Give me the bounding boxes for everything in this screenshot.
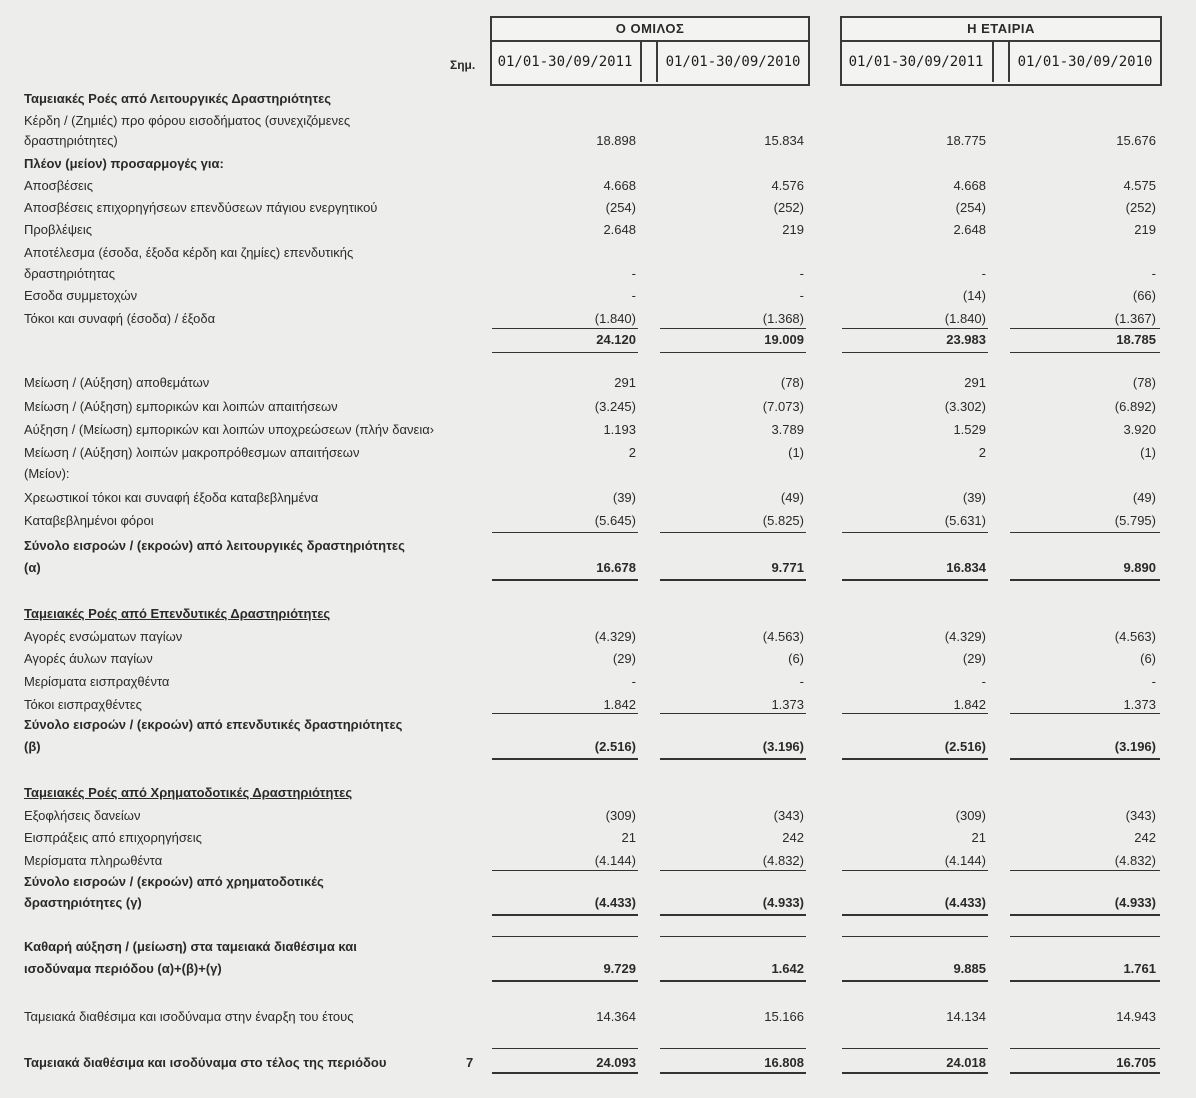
row-value: 2 xyxy=(978,445,986,460)
row-value: 1.373 xyxy=(771,697,804,712)
statement-row xyxy=(0,175,1196,197)
statement-row xyxy=(0,130,1196,152)
row-label: Μείωση / (Αύξηση) αποθεμάτων xyxy=(24,375,210,390)
row-value: 23.983 xyxy=(946,332,986,347)
row-value: (309) xyxy=(605,808,636,823)
statement-row xyxy=(0,329,1196,351)
row-value: 219 xyxy=(1134,222,1156,237)
row-value: 15.676 xyxy=(1116,133,1156,148)
row-value: 15.166 xyxy=(764,1009,804,1024)
row-value: 4.668 xyxy=(953,178,986,193)
row-value: 242 xyxy=(782,830,804,845)
row-value: 2.648 xyxy=(603,222,636,237)
row-value: 2.648 xyxy=(953,222,986,237)
statement-row xyxy=(0,603,1196,625)
row-label: Ταμειακές Ροές από Χρηματοδοτικές Δραστηριότητες xyxy=(24,785,353,800)
row-label: Εσοδα συμμετοχών xyxy=(24,288,138,303)
statement-row xyxy=(0,110,1196,132)
row-label: Τόκοι και συναφή (έσοδα) / έξοδα xyxy=(24,311,216,326)
row-value: 4.575 xyxy=(1123,178,1156,193)
row-value: - xyxy=(799,288,804,303)
total-rule xyxy=(492,713,638,714)
row-value: (5.795) xyxy=(1114,513,1156,528)
row-value: (4.563) xyxy=(1114,629,1156,644)
row-value: (3.196) xyxy=(762,739,804,754)
total-rule xyxy=(492,532,638,533)
row-value: - xyxy=(631,266,636,281)
row-label: Μερίσματα εισπραχθέντα xyxy=(24,674,170,689)
total-rule xyxy=(842,1072,988,1074)
row-label: Αποσβέσεις xyxy=(24,178,93,193)
total-rule xyxy=(492,914,638,916)
statement-row xyxy=(0,242,1196,264)
row-label: Κέρδη / (Ζημιές) προ φόρου εισοδήματος (συνεχιζόμενες xyxy=(24,113,351,128)
row-value: 1.193 xyxy=(603,422,636,437)
row-value: 14.364 xyxy=(596,1009,636,1024)
row-label: Καθαρή αύξηση / (μείωση) στα ταμειακά διαθέσιμα και xyxy=(24,939,357,954)
row-value: 242 xyxy=(1134,830,1156,845)
row-value: 1.842 xyxy=(953,697,986,712)
row-value: 291 xyxy=(614,375,636,390)
row-label: Εισπράξεις από επιχορηγήσεις xyxy=(24,830,202,845)
statement-row xyxy=(0,827,1196,849)
statement-row xyxy=(0,510,1196,532)
total-rule xyxy=(842,532,988,533)
total-rule xyxy=(492,328,638,329)
row-value: 9.885 xyxy=(953,961,986,976)
total-rule xyxy=(492,980,638,982)
row-label: Μείωση / (Αύξηση) λοιπών μακροπρόθεσμων απαιτήσεων xyxy=(24,445,360,460)
row-label: Ταμειακές Ροές από Λειτουργικές Δραστηριότητες xyxy=(24,91,332,106)
statement-row xyxy=(0,626,1196,648)
statement-row xyxy=(0,463,1196,485)
statement-row xyxy=(0,805,1196,827)
row-value: 24.120 xyxy=(596,332,636,347)
row-value: 16.808 xyxy=(764,1055,804,1070)
row-value: 21 xyxy=(621,830,636,845)
statement-row xyxy=(0,372,1196,394)
row-value: (78) xyxy=(1132,375,1156,390)
row-value: (4.433) xyxy=(944,895,986,910)
statement-row xyxy=(0,871,1196,893)
total-rule xyxy=(842,1048,988,1049)
row-value: (252) xyxy=(773,200,804,215)
row-value: 4.576 xyxy=(771,178,804,193)
total-rule xyxy=(1010,328,1160,329)
statement-row xyxy=(0,88,1196,110)
row-value: (343) xyxy=(773,808,804,823)
total-rule xyxy=(1010,1048,1160,1049)
row-value: - xyxy=(631,288,636,303)
row-value: 219 xyxy=(782,222,804,237)
total-rule xyxy=(1010,352,1160,353)
statement-row xyxy=(0,557,1196,579)
total-rule xyxy=(492,1048,638,1049)
total-rule xyxy=(842,936,988,937)
row-value: 14.134 xyxy=(946,1009,986,1024)
row-value: (7.073) xyxy=(762,399,804,414)
row-value: 4.668 xyxy=(603,178,636,193)
row-value: (14) xyxy=(962,288,986,303)
row-value: - xyxy=(631,674,636,689)
row-value: 1.529 xyxy=(953,422,986,437)
row-value: 16.678 xyxy=(596,560,636,575)
total-rule xyxy=(842,328,988,329)
statement-row xyxy=(0,714,1196,736)
row-label: Αγορές ενσώματων παγίων xyxy=(24,629,183,644)
total-rule xyxy=(660,1048,806,1049)
total-rule xyxy=(842,980,988,982)
statement-row xyxy=(0,308,1196,330)
row-value: (39) xyxy=(612,490,636,505)
total-rule xyxy=(492,870,638,871)
row-value: - xyxy=(1151,266,1156,281)
row-value: (1.368) xyxy=(762,311,804,326)
row-value: 9.729 xyxy=(603,961,636,976)
statement-row xyxy=(0,958,1196,980)
group-header-title: Ο ΟΜΙΛΟΣ xyxy=(492,18,808,42)
column-separator xyxy=(992,42,994,82)
statement-row xyxy=(0,1052,1196,1074)
row-value: (309) xyxy=(955,808,986,823)
total-rule xyxy=(1010,914,1160,916)
group-period-2010: 01/01-30/09/2010 xyxy=(665,54,801,70)
statement-row xyxy=(0,442,1196,464)
row-value: (6) xyxy=(1140,651,1156,666)
row-label: Χρεωστικοί τόκοι και συναφή έξοδα καταβεβλημένα xyxy=(24,490,319,505)
statement-row xyxy=(0,219,1196,241)
row-label: Σύνολο εισροών / (εκροών) από λειτουργικές δραστηριότητες xyxy=(24,538,405,553)
row-value: (2.516) xyxy=(944,739,986,754)
row-label: Ταμειακά διαθέσιμα και ισοδύναμα στο τέλος της περιόδου xyxy=(24,1055,387,1070)
row-value: (3.302) xyxy=(944,399,986,414)
row-value: - xyxy=(981,674,986,689)
row-label: ισοδύναμα περιόδου (α)+(β)+(γ) xyxy=(24,961,222,976)
row-label: Ταμειακές Ροές από Επενδυτικές Δραστηριότητες xyxy=(24,606,331,621)
total-rule xyxy=(660,532,806,533)
total-rule xyxy=(660,758,806,760)
total-rule xyxy=(1010,758,1160,760)
total-rule xyxy=(660,914,806,916)
row-label: Αποτέλεσμα (έσοδα, έξοδα κέρδη και ζημίες) επενδυτικής xyxy=(24,245,354,260)
row-value: (78) xyxy=(780,375,804,390)
total-rule xyxy=(1010,980,1160,982)
row-value: (343) xyxy=(1125,808,1156,823)
row-label: Μερίσματα πληρωθέντα xyxy=(24,853,163,868)
row-value: (5.645) xyxy=(594,513,636,528)
company-period-2011: 01/01-30/09/2011 xyxy=(848,54,984,70)
statement-row xyxy=(0,153,1196,175)
row-value: 18.785 xyxy=(1116,332,1156,347)
row-value: 18.775 xyxy=(946,133,986,148)
company-header-box xyxy=(840,16,1162,86)
row-value: 1.373 xyxy=(1123,697,1156,712)
row-value: (4.832) xyxy=(1114,853,1156,868)
statement-row xyxy=(0,782,1196,804)
row-value: 19.009 xyxy=(764,332,804,347)
row-label: Εξοφλήσεις δανείων xyxy=(24,808,141,823)
row-label: Αποσβέσεις επιχορηγήσεων επενδύσεων πάγιου ενεργητικού xyxy=(24,200,378,215)
row-value: (3.196) xyxy=(1114,739,1156,754)
row-value: 14.943 xyxy=(1116,1009,1156,1024)
statement-row xyxy=(0,419,1196,441)
total-rule xyxy=(660,1072,806,1074)
row-value: 18.898 xyxy=(596,133,636,148)
total-rule xyxy=(842,579,988,581)
group-period-2011: 01/01-30/09/2011 xyxy=(497,54,633,70)
column-separator xyxy=(640,42,642,82)
row-value: (49) xyxy=(1132,490,1156,505)
statement-row xyxy=(0,736,1196,758)
row-value: (1) xyxy=(788,445,804,460)
row-label: δραστηριότητες) xyxy=(24,133,118,148)
row-label: (α) xyxy=(24,560,41,575)
row-label: Ταμειακά διαθέσιμα και ισοδύναμα στην έναρξη του έτους xyxy=(24,1009,354,1024)
statement-row xyxy=(0,197,1196,219)
row-value: (6) xyxy=(788,651,804,666)
statement-row xyxy=(0,671,1196,693)
row-value: (6.892) xyxy=(1114,399,1156,414)
row-value: (2.516) xyxy=(594,739,636,754)
company-period-2010: 01/01-30/09/2010 xyxy=(1017,54,1153,70)
row-label: Προβλέψεις xyxy=(24,222,93,237)
row-label: (Μείον): xyxy=(24,466,70,481)
row-value: (4.433) xyxy=(594,895,636,910)
row-value: 15.834 xyxy=(764,133,804,148)
note-column-header: Σημ. xyxy=(450,58,476,72)
row-value: (66) xyxy=(1132,288,1156,303)
statement-row xyxy=(0,263,1196,285)
row-value: (4.933) xyxy=(1114,895,1156,910)
total-rule xyxy=(492,758,638,760)
total-rule xyxy=(1010,579,1160,581)
total-rule xyxy=(1010,870,1160,871)
row-label: Πλέον (μείον) προσαρμογές για: xyxy=(24,156,224,171)
total-rule xyxy=(842,713,988,714)
row-value: (1) xyxy=(1140,445,1156,460)
total-rule xyxy=(660,352,806,353)
row-value: 291 xyxy=(964,375,986,390)
row-label: Αγορές άυλων παγίων xyxy=(24,651,153,666)
row-value: (4.933) xyxy=(762,895,804,910)
row-value: - xyxy=(799,266,804,281)
row-value: 3.789 xyxy=(771,422,804,437)
row-value: (1.840) xyxy=(944,311,986,326)
row-value: (4.144) xyxy=(944,853,986,868)
total-rule xyxy=(842,352,988,353)
total-rule xyxy=(660,980,806,982)
row-value: (4.832) xyxy=(762,853,804,868)
row-label: Μείωση / (Αύξηση) εμπορικών και λοιπών απαιτήσεων xyxy=(24,399,338,414)
row-value: 1.761 xyxy=(1123,961,1156,976)
row-value: (1.367) xyxy=(1114,311,1156,326)
row-value: - xyxy=(799,674,804,689)
row-label: Σύνολο εισροών / (εκροών) από επενδυτικές δραστηριότητες xyxy=(24,717,403,732)
row-value: 1.842 xyxy=(603,697,636,712)
total-rule xyxy=(1010,936,1160,937)
total-rule xyxy=(660,328,806,329)
total-rule xyxy=(1010,1072,1160,1074)
total-rule xyxy=(842,758,988,760)
total-rule xyxy=(660,870,806,871)
row-value: (29) xyxy=(612,651,636,666)
total-rule xyxy=(842,914,988,916)
total-rule xyxy=(660,579,806,581)
total-rule xyxy=(492,1072,638,1074)
group-header-box xyxy=(490,16,810,86)
statement-row xyxy=(0,850,1196,872)
row-value: 9.771 xyxy=(771,560,804,575)
row-note: 7 xyxy=(466,1055,474,1070)
row-value: (39) xyxy=(962,490,986,505)
row-value: 1.642 xyxy=(771,961,804,976)
row-value: (4.329) xyxy=(594,629,636,644)
row-value: (254) xyxy=(955,200,986,215)
row-label: δραστηριότητες (γ) xyxy=(24,895,142,910)
row-value: (254) xyxy=(605,200,636,215)
row-value: - xyxy=(1151,674,1156,689)
row-value: 24.018 xyxy=(946,1055,986,1070)
row-value: 2 xyxy=(628,445,636,460)
total-rule xyxy=(1010,532,1160,533)
total-rule xyxy=(842,870,988,871)
row-label: Σύνολο εισροών / (εκροών) από χρηματοδοτικές xyxy=(24,874,324,889)
row-value: 16.705 xyxy=(1116,1055,1156,1070)
total-rule xyxy=(492,936,638,937)
statement-row xyxy=(0,936,1196,958)
row-label: δραστηριότητας xyxy=(24,266,115,281)
row-value: (1.840) xyxy=(594,311,636,326)
row-label: Τόκοι εισπραχθέντες xyxy=(24,697,142,712)
statement-row xyxy=(0,396,1196,418)
total-rule xyxy=(660,936,806,937)
total-rule xyxy=(492,352,638,353)
statement-row xyxy=(0,648,1196,670)
total-rule xyxy=(1010,713,1160,714)
total-rule xyxy=(492,579,638,581)
row-value: (5.825) xyxy=(762,513,804,528)
row-value: (49) xyxy=(780,490,804,505)
statement-row xyxy=(0,1006,1196,1028)
row-value: (29) xyxy=(962,651,986,666)
row-value: (4.329) xyxy=(944,629,986,644)
row-value: - xyxy=(981,266,986,281)
row-value: 16.834 xyxy=(946,560,986,575)
row-label: (β) xyxy=(24,739,41,754)
company-header-title: Η ΕΤΑΙΡΙΑ xyxy=(842,18,1160,42)
row-label: Καταβεβλημένοι φόροι xyxy=(24,513,154,528)
row-value: 9.890 xyxy=(1123,560,1156,575)
row-value: (4.563) xyxy=(762,629,804,644)
total-rule xyxy=(660,713,806,714)
row-value: (3.245) xyxy=(594,399,636,414)
row-label: Αύξηση / (Μείωση) εμπορικών και λοιπών υποχρεώσεων (πλήν δανεια› xyxy=(24,422,435,437)
statement-row xyxy=(0,285,1196,307)
row-value: 3.920 xyxy=(1123,422,1156,437)
row-value: 21 xyxy=(971,830,986,845)
statement-row xyxy=(0,535,1196,557)
row-value: (4.144) xyxy=(594,853,636,868)
statement-row xyxy=(0,892,1196,914)
row-value: (5.631) xyxy=(944,513,986,528)
row-value: (252) xyxy=(1125,200,1156,215)
statement-row xyxy=(0,487,1196,509)
row-value: 24.093 xyxy=(596,1055,636,1070)
